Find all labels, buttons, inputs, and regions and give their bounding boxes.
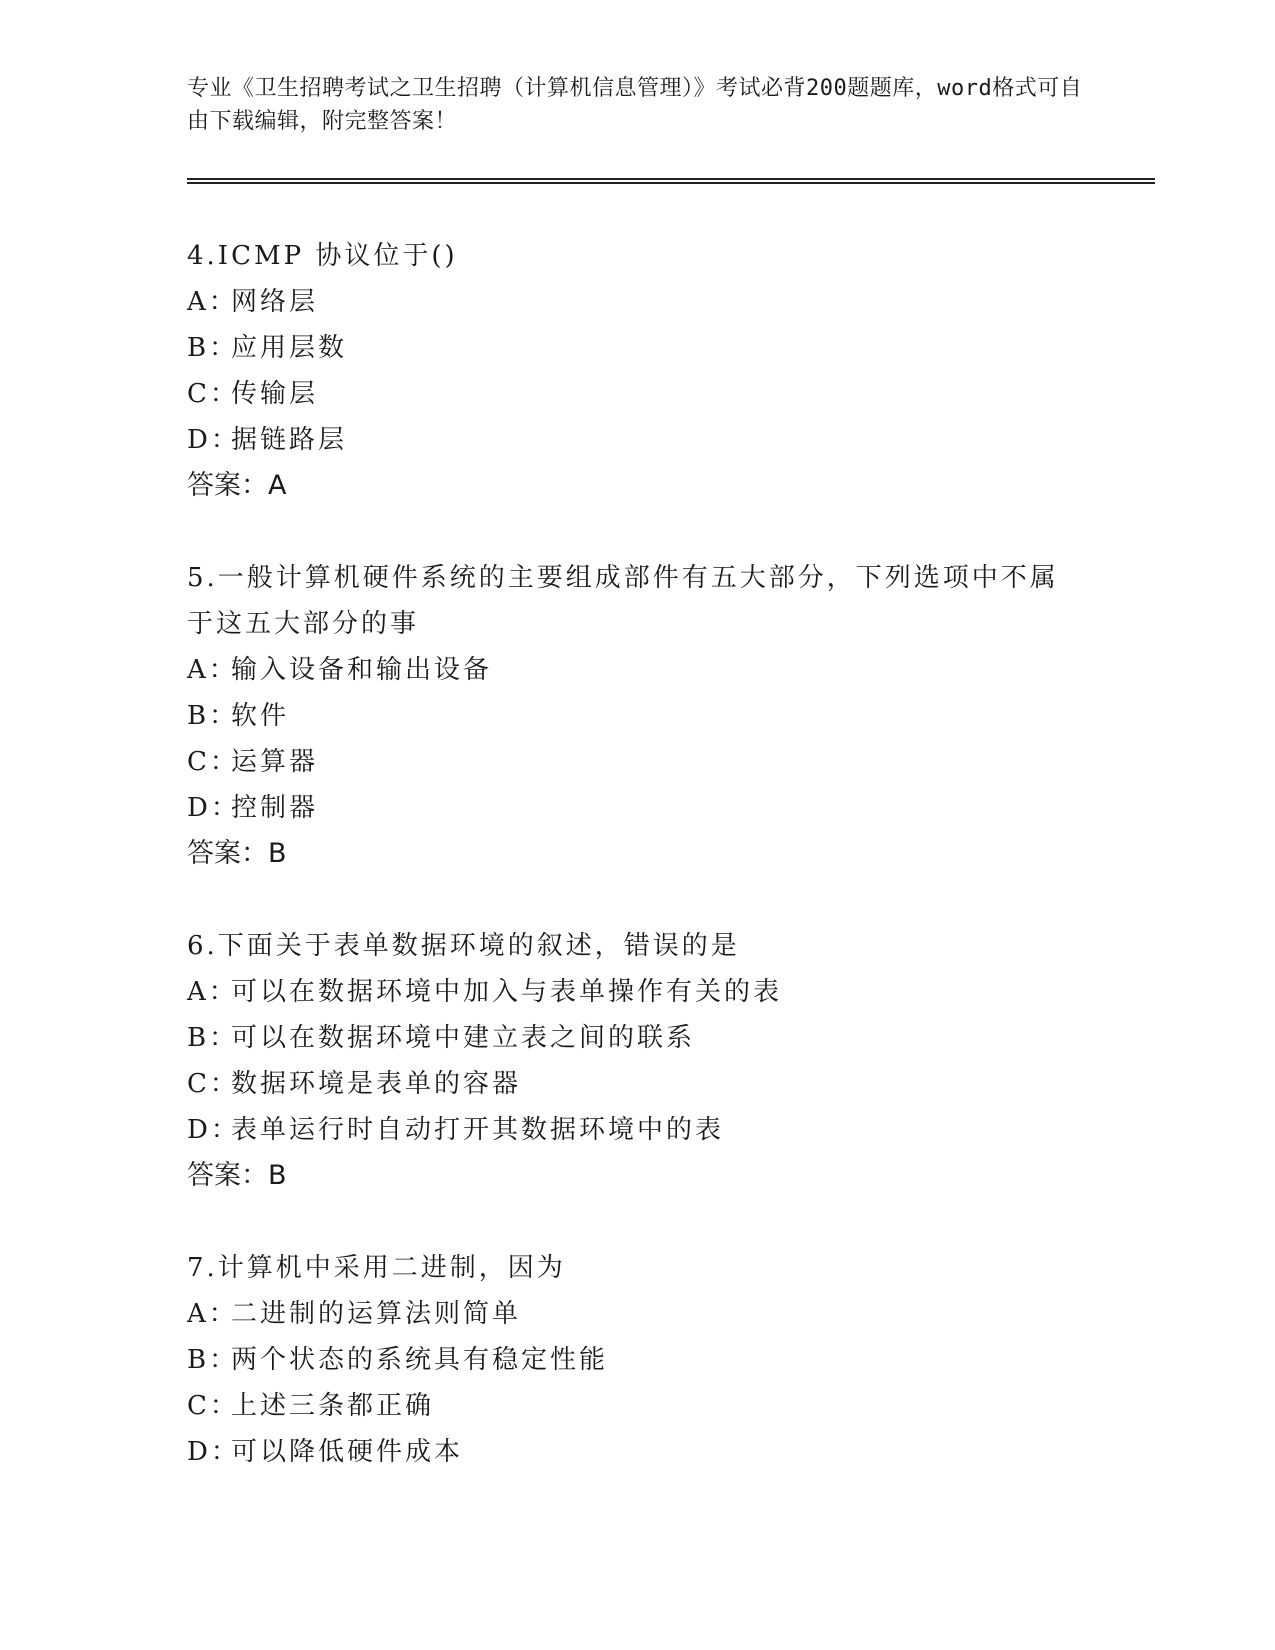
option-key: C：	[187, 1069, 239, 1099]
question-7	[187, 1245, 1155, 1475]
option-key: C：	[187, 379, 239, 409]
option-d	[187, 785, 1155, 831]
option-key: D：	[187, 1115, 240, 1145]
question-4	[187, 233, 1155, 509]
question-stem: 5.一般计算机硬件系统的主要组成部件有五大部分，下列选项中不属于这五大部分的事	[187, 563, 1059, 639]
header-divider	[187, 178, 1155, 184]
option-a	[187, 1291, 1155, 1337]
option-key: B：	[187, 701, 239, 731]
option-text: 控制器	[231, 793, 319, 823]
option-text: 可以在数据环境中建立表之间的联系	[231, 1023, 696, 1053]
option-key: D：	[187, 793, 240, 823]
question-list	[187, 233, 1155, 1521]
option-text: 可以在数据环境中加入与表单操作有关的表	[231, 977, 783, 1007]
option-a	[187, 279, 1155, 325]
option-a	[187, 647, 1155, 693]
option-text: 上述三条都正确	[231, 1391, 435, 1421]
option-b	[187, 325, 1155, 371]
option-key: B：	[187, 333, 239, 363]
option-key: C：	[187, 747, 239, 777]
question-5	[187, 555, 1155, 877]
option-d	[187, 1429, 1155, 1475]
option-text: 二进制的运算法则简单	[231, 1299, 522, 1329]
answer-line: 答案：B	[187, 838, 287, 869]
document-page	[187, 0, 1155, 1650]
option-c	[187, 1383, 1155, 1429]
option-text: 表单运行时自动打开其数据环境中的表	[231, 1115, 725, 1145]
option-key: D：	[187, 1437, 240, 1467]
option-d	[187, 1107, 1155, 1153]
option-c	[187, 1061, 1155, 1107]
answer-line: 答案：A	[187, 470, 287, 501]
option-key: A：	[187, 977, 238, 1007]
option-key: B：	[187, 1023, 239, 1053]
option-key: A：	[187, 1299, 238, 1329]
answer-line: 答案：B	[187, 1160, 287, 1191]
option-b	[187, 1015, 1155, 1061]
option-text: 据链路层	[231, 425, 348, 455]
question-stem: 4.ICMP 协议位于()	[187, 241, 458, 271]
option-text: 网络层	[231, 287, 319, 317]
question-stem: 6.下面关于表单数据环境的叙述，错误的是	[187, 931, 740, 961]
option-b	[187, 693, 1155, 739]
option-text: 可以降低硬件成本	[231, 1437, 464, 1467]
option-text: 两个状态的系统具有稳定性能	[231, 1345, 609, 1375]
option-text: 输入设备和输出设备	[231, 655, 493, 685]
option-b	[187, 1337, 1155, 1383]
question-stem: 7.计算机中采用二进制，因为	[187, 1253, 566, 1283]
option-key: C：	[187, 1391, 239, 1421]
option-key: A：	[187, 287, 238, 317]
option-text: 传输层	[231, 379, 319, 409]
option-c	[187, 371, 1155, 417]
question-6	[187, 923, 1155, 1199]
option-text: 软件	[231, 701, 290, 731]
option-key: B：	[187, 1345, 239, 1375]
option-a	[187, 969, 1155, 1015]
option-text: 应用层数	[231, 333, 348, 363]
option-c	[187, 739, 1155, 785]
option-key: A：	[187, 655, 238, 685]
document-header: 专业《卫生招聘考试之卫生招聘（计算机信息管理）》考试必背200题题库，word格式可自由下载编辑，附完整答案！	[187, 76, 1083, 134]
option-d	[187, 417, 1155, 463]
option-text: 数据环境是表单的容器	[231, 1069, 522, 1099]
option-key: D：	[187, 425, 240, 455]
option-text: 运算器	[231, 747, 319, 777]
